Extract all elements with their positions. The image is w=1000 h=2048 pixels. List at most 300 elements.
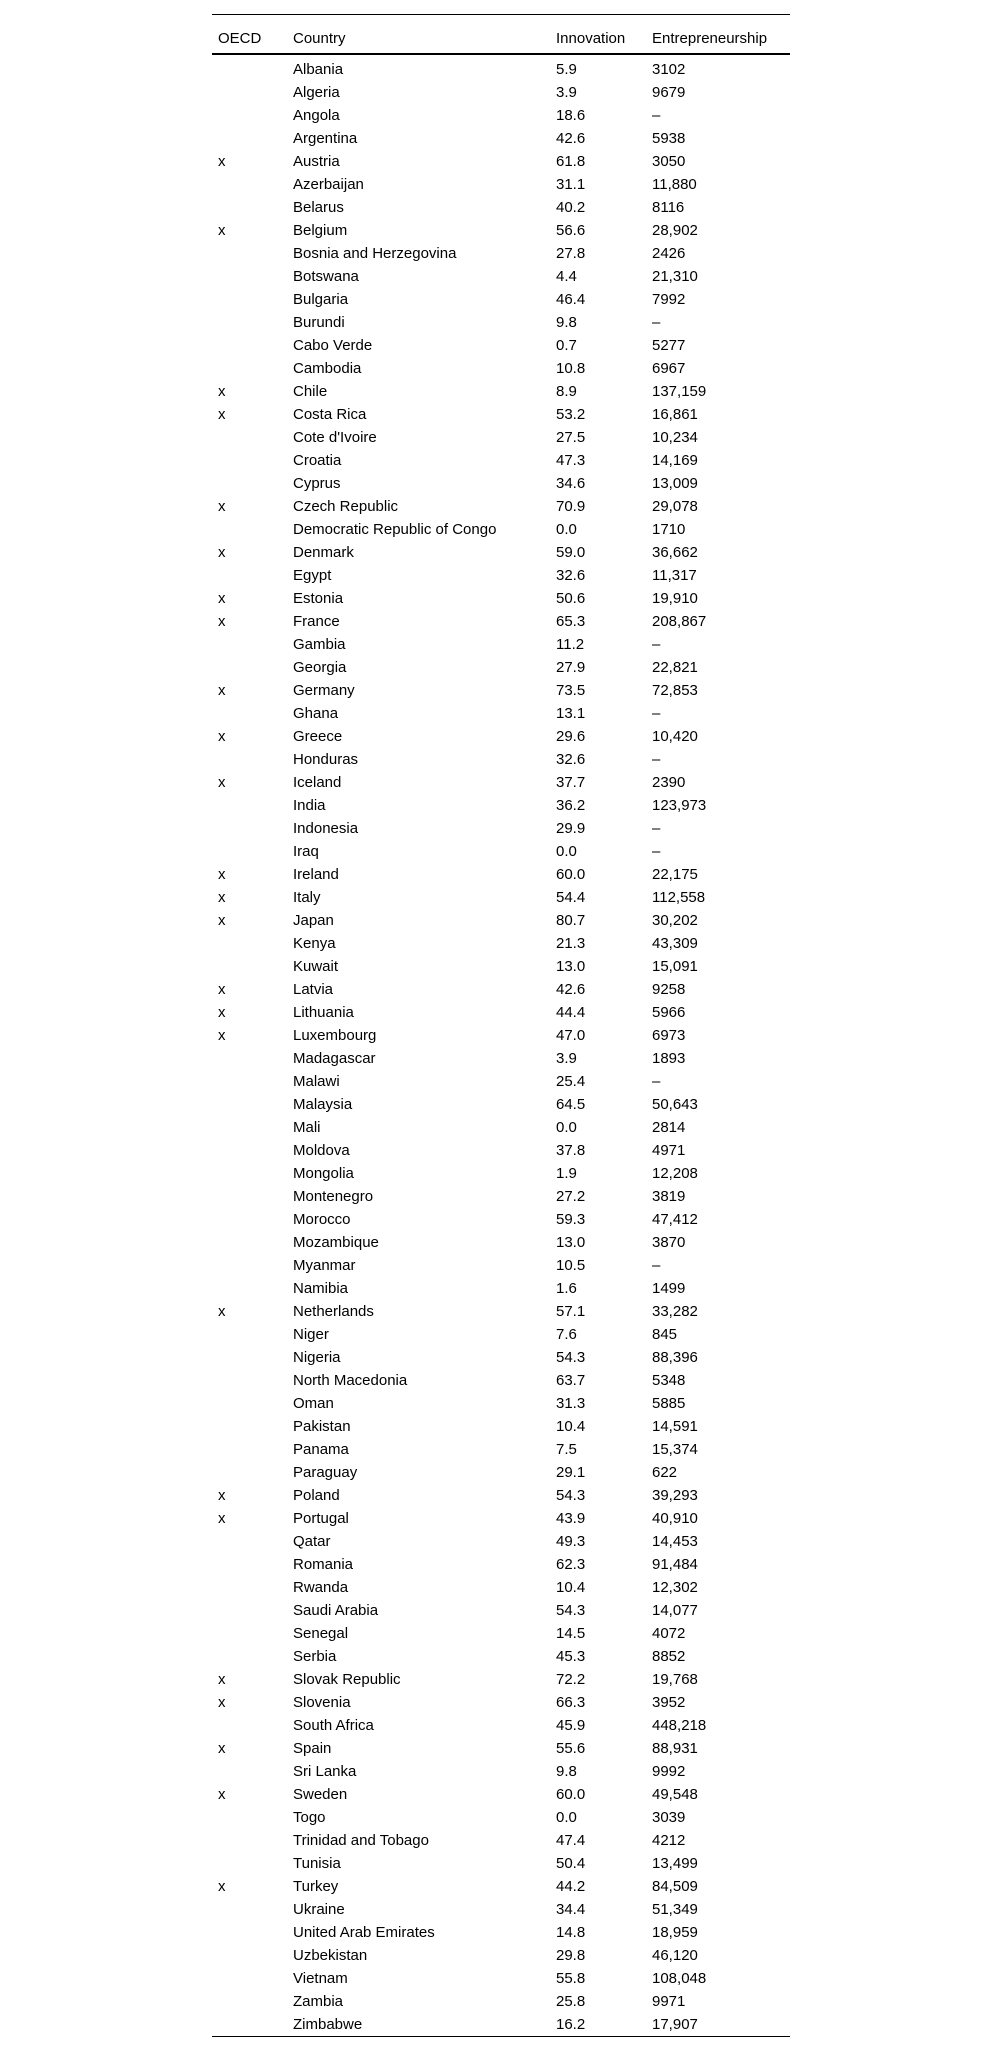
- entrepreneurship-cell: 84,509: [652, 1878, 698, 1895]
- oecd-mark-cell: [212, 656, 293, 679]
- entrepreneurship-cell: 108,048: [652, 1970, 707, 1987]
- entrepreneurship-cell: 5277: [652, 337, 686, 354]
- country-cell: Germany: [293, 682, 355, 699]
- country-cell: Ukraine: [293, 1901, 345, 1918]
- entrepreneurship-cell: 51,349: [652, 1901, 698, 1918]
- innovation-cell: 18.6: [556, 107, 586, 124]
- innovation-cell: 55.8: [556, 1970, 586, 1987]
- innovation-cell: 34.6: [556, 475, 586, 492]
- table-row: [212, 587, 790, 610]
- table-row: [212, 1139, 790, 1162]
- oecd-mark-cell: [212, 81, 293, 104]
- oecd-mark-cell: x: [218, 544, 226, 561]
- entrepreneurship-cell: 3819: [652, 1188, 686, 1205]
- country-cell: Botswana: [293, 268, 359, 285]
- country-cell: Sweden: [293, 1786, 348, 1803]
- innovation-cell: 47.4: [556, 1832, 586, 1849]
- oecd-mark-cell: x: [218, 613, 226, 630]
- entrepreneurship-cell: 3102: [652, 61, 686, 78]
- oecd-mark-cell: [212, 288, 293, 311]
- entrepreneurship-cell: 622: [652, 1464, 678, 1481]
- table-row: [212, 702, 790, 725]
- entrepreneurship-cell: 29,078: [652, 498, 698, 515]
- oecd-mark-cell: [212, 1898, 293, 1921]
- table-row: [212, 1415, 790, 1438]
- entrepreneurship-cell: 9679: [652, 84, 686, 101]
- table-row: [212, 127, 790, 150]
- entrepreneurship-cell: 4212: [652, 1832, 686, 1849]
- table-row: [212, 748, 790, 771]
- innovation-cell: 60.0: [556, 1786, 586, 1803]
- table-row: [212, 1070, 790, 1093]
- oecd-mark-cell: [212, 1438, 293, 1461]
- entrepreneurship-cell: –: [652, 751, 661, 768]
- table-row: [212, 1553, 790, 1576]
- oecd-mark-cell: [212, 127, 293, 150]
- innovation-cell: 1.6: [556, 1280, 577, 1297]
- country-cell: United Arab Emirates: [293, 1924, 435, 1941]
- table-row: [212, 1645, 790, 1668]
- country-cell: Iceland: [293, 774, 342, 791]
- table-row: [212, 633, 790, 656]
- country-cell: Bulgaria: [293, 291, 349, 308]
- innovation-cell: 27.9: [556, 659, 586, 676]
- entrepreneurship-cell: 43,309: [652, 935, 698, 952]
- table-row: [212, 1024, 790, 1047]
- oecd-mark-cell: x: [218, 153, 226, 170]
- country-cell: Pakistan: [293, 1418, 351, 1435]
- table-row: [212, 610, 790, 633]
- country-cell: Austria: [293, 153, 340, 170]
- innovation-cell: 0.7: [556, 337, 577, 354]
- table-row: [212, 564, 790, 587]
- oecd-mark-cell: x: [218, 1510, 226, 1527]
- innovation-cell: 14.8: [556, 1924, 586, 1941]
- country-cell: Zambia: [293, 1993, 344, 2010]
- country-cell: Cambodia: [293, 360, 362, 377]
- innovation-cell: 65.3: [556, 613, 586, 630]
- country-cell: Gambia: [293, 636, 346, 653]
- table-row: [212, 1599, 790, 1622]
- entrepreneurship-cell: –: [652, 314, 661, 331]
- header-row: [212, 15, 790, 55]
- entrepreneurship-cell: 14,169: [652, 452, 698, 469]
- entrepreneurship-cell: 49,548: [652, 1786, 698, 1803]
- country-cell: Togo: [293, 1809, 326, 1826]
- innovation-cell: 0.0: [556, 1119, 577, 1136]
- oecd-mark-cell: x: [218, 590, 226, 607]
- innovation-cell: 7.5: [556, 1441, 577, 1458]
- innovation-cell: 45.3: [556, 1648, 586, 1665]
- innovation-cell: 57.1: [556, 1303, 586, 1320]
- innovation-cell: 53.2: [556, 406, 586, 423]
- entrepreneurship-cell: 3050: [652, 153, 686, 170]
- country-cell: Kenya: [293, 935, 336, 952]
- country-cell: Namibia: [293, 1280, 349, 1297]
- innovation-cell: 29.1: [556, 1464, 586, 1481]
- country-cell: Sri Lanka: [293, 1763, 357, 1780]
- table-row: [212, 1668, 790, 1691]
- country-cell: Georgia: [293, 659, 347, 676]
- table-row: [212, 311, 790, 334]
- table-row: [212, 104, 790, 127]
- oecd-mark-cell: [212, 1944, 293, 1967]
- entrepreneurship-cell: 50,643: [652, 1096, 698, 1113]
- innovation-cell: 4.4: [556, 268, 577, 285]
- entrepreneurship-cell: 137,159: [652, 383, 707, 400]
- table-row: [212, 334, 790, 357]
- innovation-cell: 7.6: [556, 1326, 577, 1343]
- table-row: [212, 1231, 790, 1254]
- table-row: [212, 1001, 790, 1024]
- oecd-mark-cell: [212, 1645, 293, 1668]
- country-cell: Mongolia: [293, 1165, 354, 1182]
- entrepreneurship-cell: 9258: [652, 981, 686, 998]
- country-cell: Vietnam: [293, 1970, 348, 1987]
- innovation-cell: 72.2: [556, 1671, 586, 1688]
- country-cell: Moldova: [293, 1142, 350, 1159]
- country-cell: Serbia: [293, 1648, 337, 1665]
- innovation-cell: 8.9: [556, 383, 577, 400]
- innovation-cell: 31.3: [556, 1395, 586, 1412]
- country-cell: Poland: [293, 1487, 340, 1504]
- country-cell: Myanmar: [293, 1257, 356, 1274]
- entrepreneurship-cell: 15,374: [652, 1441, 698, 1458]
- country-cell: Angola: [293, 107, 340, 124]
- innovation-cell: 9.8: [556, 1763, 577, 1780]
- table-row: [212, 403, 790, 426]
- oecd-mark-cell: [212, 1369, 293, 1392]
- country-cell: Lithuania: [293, 1004, 354, 1021]
- oecd-mark-cell: x: [218, 498, 226, 515]
- entrepreneurship-cell: 40,910: [652, 1510, 698, 1527]
- innovation-cell: 55.6: [556, 1740, 586, 1757]
- country-cell: Malawi: [293, 1073, 340, 1090]
- oecd-mark-cell: [212, 1852, 293, 1875]
- entrepreneurship-cell: 14,453: [652, 1533, 698, 1550]
- table-row: [212, 1806, 790, 1829]
- innovation-cell: 61.8: [556, 153, 586, 170]
- country-cell: Mozambique: [293, 1234, 379, 1251]
- entrepreneurship-cell: –: [652, 843, 661, 860]
- oecd-mark-cell: [212, 1599, 293, 1622]
- innovation-cell: 73.5: [556, 682, 586, 699]
- innovation-cell: 3.9: [556, 84, 577, 101]
- entrepreneurship-cell: 36,662: [652, 544, 698, 561]
- innovation-cell: 59.0: [556, 544, 586, 561]
- table-row: [212, 1760, 790, 1783]
- table-row: [212, 1898, 790, 1921]
- column-header-entrepreneurship: Entrepreneurship: [652, 15, 790, 55]
- table-row: [212, 495, 790, 518]
- oecd-mark-cell: [212, 1967, 293, 1990]
- innovation-cell: 0.0: [556, 843, 577, 860]
- country-cell: Nigeria: [293, 1349, 341, 1366]
- oecd-mark-cell: [212, 794, 293, 817]
- table-row: [212, 541, 790, 564]
- country-cell: Senegal: [293, 1625, 349, 1642]
- country-cell: Azerbaijan: [293, 176, 364, 193]
- innovation-cell: 50.4: [556, 1855, 586, 1872]
- column-header-oecd: OECD: [212, 15, 293, 55]
- entrepreneurship-cell: 46,120: [652, 1947, 698, 1964]
- oecd-mark-cell: [212, 817, 293, 840]
- innovation-cell: 32.6: [556, 751, 586, 768]
- column-header-innovation: Innovation: [556, 15, 652, 55]
- table-row: [212, 978, 790, 1001]
- oecd-mark-cell: [212, 472, 293, 495]
- entrepreneurship-cell: 6967: [652, 360, 686, 377]
- country-cell: Turkey: [293, 1878, 339, 1895]
- entrepreneurship-cell: 5348: [652, 1372, 686, 1389]
- innovation-cell: 54.3: [556, 1487, 586, 1504]
- table-row: [212, 2013, 790, 2037]
- country-cell: Malaysia: [293, 1096, 353, 1113]
- country-oecd-innovation-table: [212, 14, 790, 2037]
- oecd-mark-cell: [212, 242, 293, 265]
- table-row: [212, 1783, 790, 1806]
- entrepreneurship-cell: 14,077: [652, 1602, 698, 1619]
- table-row: [212, 426, 790, 449]
- country-cell: Zimbabwe: [293, 2016, 363, 2033]
- table-row: [212, 1530, 790, 1553]
- country-cell: Japan: [293, 912, 334, 929]
- oecd-mark-cell: [212, 173, 293, 196]
- table-row: [212, 54, 790, 81]
- entrepreneurship-cell: 13,009: [652, 475, 698, 492]
- table-row: [212, 1737, 790, 1760]
- oecd-mark-cell: x: [218, 774, 226, 791]
- oecd-mark-cell: [212, 1806, 293, 1829]
- table-row: [212, 1921, 790, 1944]
- innovation-cell: 32.6: [556, 567, 586, 584]
- innovation-cell: 21.3: [556, 935, 586, 952]
- table-row: [212, 1438, 790, 1461]
- table-row: [212, 1691, 790, 1714]
- oecd-mark-cell: [212, 1208, 293, 1231]
- country-cell: Rwanda: [293, 1579, 349, 1596]
- country-cell: Niger: [293, 1326, 329, 1343]
- innovation-cell: 16.2: [556, 2016, 586, 2033]
- innovation-cell: 0.0: [556, 521, 577, 538]
- country-cell: Montenegro: [293, 1188, 374, 1205]
- entrepreneurship-cell: 14,591: [652, 1418, 698, 1435]
- oecd-mark-cell: [212, 1323, 293, 1346]
- innovation-cell: 59.3: [556, 1211, 586, 1228]
- oecd-mark-cell: [212, 334, 293, 357]
- innovation-cell: 29.8: [556, 1947, 586, 1964]
- innovation-cell: 27.8: [556, 245, 586, 262]
- innovation-cell: 3.9: [556, 1050, 577, 1067]
- innovation-cell: 36.2: [556, 797, 586, 814]
- entrepreneurship-cell: 3870: [652, 1234, 686, 1251]
- innovation-cell: 13.0: [556, 1234, 586, 1251]
- table-body: [212, 54, 790, 2037]
- innovation-cell: 60.0: [556, 866, 586, 883]
- entrepreneurship-cell: 17,907: [652, 2016, 698, 2033]
- innovation-cell: 9.8: [556, 314, 577, 331]
- innovation-cell: 64.5: [556, 1096, 586, 1113]
- table-row: [212, 265, 790, 288]
- innovation-cell: 44.2: [556, 1878, 586, 1895]
- entrepreneurship-cell: 448,218: [652, 1717, 707, 1734]
- table-row: [212, 1254, 790, 1277]
- entrepreneurship-cell: 5966: [652, 1004, 686, 1021]
- country-cell: North Macedonia: [293, 1372, 408, 1389]
- country-cell: Ireland: [293, 866, 339, 883]
- entrepreneurship-cell: 845: [652, 1326, 678, 1343]
- table-row: [212, 771, 790, 794]
- entrepreneurship-cell: 11,880: [652, 176, 697, 193]
- table-row: [212, 1944, 790, 1967]
- country-cell: India: [293, 797, 326, 814]
- country-cell: Belgium: [293, 222, 348, 239]
- oecd-mark-cell: [212, 1116, 293, 1139]
- table-row: [212, 449, 790, 472]
- entrepreneurship-cell: 91,484: [652, 1556, 698, 1573]
- oecd-mark-cell: [212, 1760, 293, 1783]
- oecd-mark-cell: [212, 1461, 293, 1484]
- innovation-cell: 50.6: [556, 590, 586, 607]
- oecd-mark-cell: [212, 932, 293, 955]
- entrepreneurship-cell: 47,412: [652, 1211, 698, 1228]
- table-row: [212, 1714, 790, 1737]
- table-row: [212, 1967, 790, 1990]
- table-row: [212, 1622, 790, 1645]
- oecd-mark-cell: [212, 633, 293, 656]
- innovation-cell: 42.6: [556, 130, 586, 147]
- table-row: [212, 1093, 790, 1116]
- country-cell: Slovenia: [293, 1694, 351, 1711]
- country-cell: Latvia: [293, 981, 334, 998]
- entrepreneurship-cell: 28,902: [652, 222, 698, 239]
- innovation-cell: 46.4: [556, 291, 586, 308]
- oecd-mark-cell: [212, 449, 293, 472]
- innovation-cell: 37.7: [556, 774, 586, 791]
- country-cell: Iraq: [293, 843, 319, 860]
- table-row: [212, 1277, 790, 1300]
- entrepreneurship-cell: 6973: [652, 1027, 686, 1044]
- innovation-cell: 45.9: [556, 1717, 586, 1734]
- oecd-mark-cell: [212, 1921, 293, 1944]
- table-row: [212, 1990, 790, 2013]
- oecd-mark-cell: [212, 1093, 293, 1116]
- country-cell: Portugal: [293, 1510, 349, 1527]
- oecd-mark-cell: x: [218, 728, 226, 745]
- country-cell: Qatar: [293, 1533, 331, 1550]
- innovation-cell: 54.3: [556, 1349, 586, 1366]
- entrepreneurship-cell: 3952: [652, 1694, 686, 1711]
- innovation-cell: 29.6: [556, 728, 586, 745]
- entrepreneurship-cell: 15,091: [652, 958, 698, 975]
- oecd-mark-cell: x: [218, 1671, 226, 1688]
- innovation-cell: 47.0: [556, 1027, 586, 1044]
- entrepreneurship-cell: 123,973: [652, 797, 707, 814]
- oecd-mark-cell: [212, 1346, 293, 1369]
- oecd-mark-cell: [212, 311, 293, 334]
- innovation-cell: 31.1: [556, 176, 586, 193]
- entrepreneurship-cell: 4971: [652, 1142, 686, 1159]
- innovation-cell: 56.6: [556, 222, 586, 239]
- table-row: [212, 840, 790, 863]
- oecd-mark-cell: x: [218, 1786, 226, 1803]
- innovation-cell: 47.3: [556, 452, 586, 469]
- table-row: [212, 817, 790, 840]
- table-row: [212, 1576, 790, 1599]
- table-row: [212, 863, 790, 886]
- entrepreneurship-cell: 1499: [652, 1280, 686, 1297]
- entrepreneurship-cell: 19,910: [652, 590, 698, 607]
- entrepreneurship-cell: 2814: [652, 1119, 686, 1136]
- country-cell: Denmark: [293, 544, 354, 561]
- country-cell: Greece: [293, 728, 343, 745]
- oecd-mark-cell: [212, 1714, 293, 1737]
- innovation-cell: 10.8: [556, 360, 586, 377]
- country-cell: Saudi Arabia: [293, 1602, 379, 1619]
- country-cell: Romania: [293, 1556, 354, 1573]
- entrepreneurship-cell: 5938: [652, 130, 686, 147]
- oecd-mark-cell: [212, 564, 293, 587]
- innovation-cell: 43.9: [556, 1510, 586, 1527]
- oecd-mark-cell: x: [218, 1694, 226, 1711]
- table-row: [212, 518, 790, 541]
- country-cell: Paraguay: [293, 1464, 358, 1481]
- entrepreneurship-cell: –: [652, 636, 661, 653]
- innovation-cell: 49.3: [556, 1533, 586, 1550]
- oecd-mark-cell: [212, 1530, 293, 1553]
- table-row: [212, 81, 790, 104]
- entrepreneurship-cell: 18,959: [652, 1924, 698, 1941]
- oecd-mark-cell: x: [218, 1004, 226, 1021]
- country-cell: Cote d'Ivoire: [293, 429, 377, 446]
- country-cell: Spain: [293, 1740, 332, 1757]
- innovation-cell: 66.3: [556, 1694, 586, 1711]
- innovation-cell: 34.4: [556, 1901, 586, 1918]
- oecd-mark-cell: x: [218, 1027, 226, 1044]
- entrepreneurship-cell: 10,234: [652, 429, 698, 446]
- entrepreneurship-cell: –: [652, 1257, 661, 1274]
- entrepreneurship-cell: 12,208: [652, 1165, 698, 1182]
- country-cell: Estonia: [293, 590, 344, 607]
- oecd-mark-cell: [212, 840, 293, 863]
- innovation-cell: 13.0: [556, 958, 586, 975]
- innovation-cell: 10.4: [556, 1579, 586, 1596]
- table-row: [212, 1484, 790, 1507]
- oecd-mark-cell: [212, 104, 293, 127]
- table-row: [212, 196, 790, 219]
- table-row: [212, 1300, 790, 1323]
- innovation-cell: 0.0: [556, 1809, 577, 1826]
- oecd-mark-cell: [212, 2013, 293, 2037]
- oecd-mark-cell: x: [218, 912, 226, 929]
- entrepreneurship-cell: 9992: [652, 1763, 686, 1780]
- entrepreneurship-cell: 2390: [652, 774, 686, 791]
- oecd-mark-cell: x: [218, 866, 226, 883]
- country-cell: Cabo Verde: [293, 337, 373, 354]
- innovation-cell: 14.5: [556, 1625, 586, 1642]
- oecd-mark-cell: [212, 1231, 293, 1254]
- table-row: [212, 725, 790, 748]
- oecd-mark-cell: [212, 1185, 293, 1208]
- oecd-mark-cell: [212, 426, 293, 449]
- oecd-mark-cell: [212, 1162, 293, 1185]
- entrepreneurship-cell: 7992: [652, 291, 686, 308]
- entrepreneurship-cell: 3039: [652, 1809, 686, 1826]
- innovation-cell: 63.7: [556, 1372, 586, 1389]
- entrepreneurship-cell: 11,317: [652, 567, 697, 584]
- table-row: [212, 1461, 790, 1484]
- oecd-mark-cell: [212, 196, 293, 219]
